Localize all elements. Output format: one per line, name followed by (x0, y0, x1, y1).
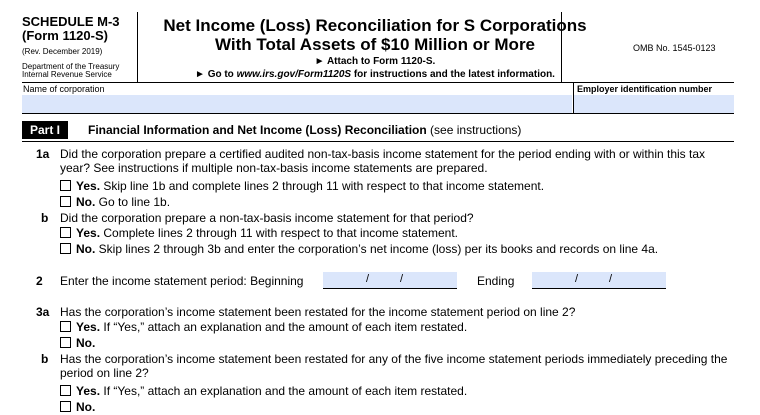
attach-instruction: ► Attach to Form 1120-S. (314, 56, 436, 67)
line-1a-no-checkbox[interactable] (60, 196, 71, 207)
line-1b-yes-label: Yes. Complete lines 2 through 11 with respect to that income statement. (76, 226, 458, 240)
line-3b-no-checkbox[interactable] (60, 401, 71, 412)
form-title-line1: Net Income (Loss) Reconciliation for S Corporations (163, 16, 587, 35)
line-3b-yes-checkbox[interactable] (60, 385, 71, 396)
line-2-label: Enter the income statement period: Beginning (60, 274, 304, 288)
line-1b-no-checkbox[interactable] (60, 243, 71, 254)
line-2-ending-label: Ending (477, 274, 515, 288)
line-1a-question: Did the corporation prepare a certified audited non-tax-basis income statement for the period ending with or within this tax year? See instructions if multiple non-tax-basis income statements are prepared. (60, 147, 706, 175)
ein-label: Employer identification number (577, 84, 713, 94)
line-3a-yes-checkbox[interactable] (60, 321, 71, 332)
line-3b-question: Has the corporation’s income statement been restated for any of the five income statement periods immediately preceding the period on line 2? (60, 352, 728, 380)
line-1a-number: 1a (36, 147, 50, 161)
line-3b-number: b (41, 352, 49, 366)
line-3a-no-label: No. (76, 336, 96, 350)
line-2-number: 2 (36, 274, 43, 288)
department-label: Department of the Treasury (22, 62, 120, 71)
corp-name-label: Name of corporation (23, 84, 105, 94)
line-1b-no-label: No. Skip lines 2 through 3b and enter the corporation’s net income (loss) per its books and records on line 4a. (76, 242, 659, 256)
schedule-title: SCHEDULE M-3 (22, 14, 120, 29)
corp-name-input[interactable] (22, 95, 572, 113)
line-3a-number: 3a (36, 305, 50, 319)
line-1a-no-label: No. Go to line 1b. (76, 195, 171, 209)
line-1b-number: b (41, 211, 49, 225)
agency-label: Internal Revenue Service (22, 70, 112, 79)
line-1a-yes-checkbox[interactable] (60, 180, 71, 191)
omb-number: OMB No. 1545-0123 (633, 43, 716, 53)
part1-label: Part I (22, 121, 68, 139)
end-date-input[interactable]: / / (532, 272, 666, 289)
line-1b-question: Did the corporation prepare a non-tax-basis income statement for that period? (60, 211, 474, 225)
form-title-line2: With Total Assets of $10 Million or More (214, 35, 536, 54)
line-3a-question: Has the corporation’s income statement been restated for the income statement period on line 2? (60, 305, 576, 319)
irs-url-link[interactable]: www.irs.gov/Form1120S (236, 69, 352, 80)
line-3b-yes-label: Yes. If “Yes,” attach an explanation and the amount of each item restated. (76, 384, 468, 398)
form-reference: (Form 1120-S) (22, 28, 108, 43)
revision-date: (Rev. December 2019) (22, 47, 103, 56)
goto-instruction: ► Go to www.irs.gov/Form1120S for instructions and the latest information. (195, 69, 555, 80)
line-3a-no-checkbox[interactable] (60, 337, 71, 348)
line-3b-no-label: No. (76, 400, 96, 414)
part1-title: Financial Information and Net Income (Loss) Reconciliation (see instructions) (88, 123, 522, 137)
line-3a-yes-label: Yes. If “Yes,” attach an explanation and the amount of each item restated. (76, 320, 468, 334)
ein-input[interactable] (574, 95, 734, 113)
line-1b-yes-checkbox[interactable] (60, 227, 71, 238)
begin-date-input[interactable]: / / (323, 272, 457, 289)
line-1a-yes-label: Yes. Skip line 1b and complete lines 2 through 11 with respect to that income statement. (76, 179, 545, 193)
